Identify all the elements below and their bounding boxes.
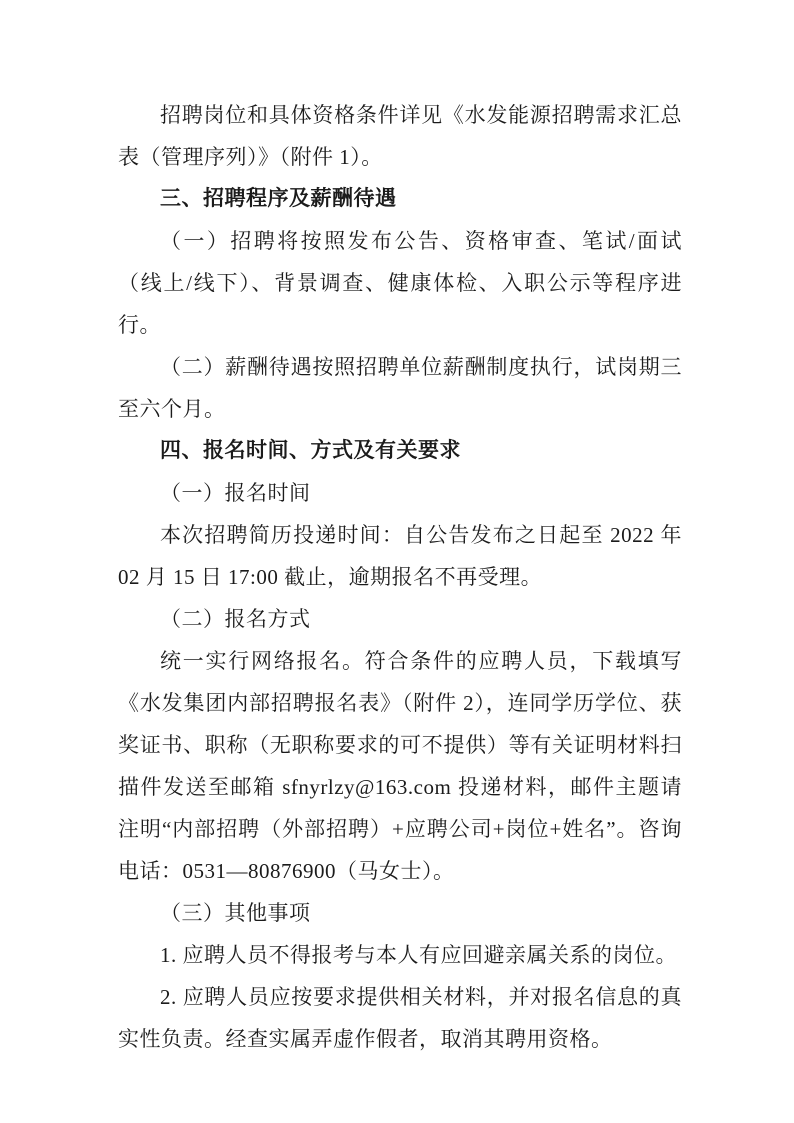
heading-section-3-procedure: 三、招聘程序及薪酬待遇 <box>160 187 397 210</box>
paragraph-online-application: 统一实行网络报名。符合条件的应聘人员，下载填写《水发集团内部招聘报名表》（附件 2），连同学历学位、获奖证书、职称（无职称要求的可不提供）等有关证明材料扫描件发送至邮箱 sfnyrlzy@163.com 投递材料，邮件主题请注明“内部招聘（外部招聘）+应聘公司+岗位+姓名”。咨询电话：0531—80876900（马女士）。 <box>118 649 682 883</box>
paragraph-deadline: 本次招聘简历投递时间：自公告发布之日起至 2022 年 02 月 15 日 17:00 截止，逾期报名不再受理。 <box>118 523 682 589</box>
subheading-application-time: （一）报名时间 <box>160 481 311 505</box>
document-body <box>118 94 682 1060</box>
paragraph-attachment-ref: 招聘岗位和具体资格条件详见《水发能源招聘需求汇总表（管理序列）》（附件 1）。 <box>118 103 682 169</box>
paragraph-rule-2-truthfulness: 2. 应聘人员应按要求提供相关材料，并对报名信息的真实性负责。经查实属弄虚作假者，取消其聘用资格。 <box>118 985 682 1051</box>
heading-section-4-application: 四、报名时间、方式及有关要求 <box>160 439 461 462</box>
paragraph-rule-1-avoidance: 1. 应聘人员不得报考与本人有应回避亲属关系的岗位。 <box>160 943 677 967</box>
paragraph-procedure-steps: （一）招聘将按照发布公告、资格审查、笔试/面试（线上/线下）、背景调查、健康体检、入职公示等程序进行。 <box>118 229 682 337</box>
subheading-other-matters: （三）其他事项 <box>160 901 311 925</box>
paragraph-salary-policy: （二）薪酬待遇按照招聘单位薪酬制度执行，试岗期三至六个月。 <box>118 355 682 421</box>
subheading-application-method: （二）报名方式 <box>160 607 311 631</box>
